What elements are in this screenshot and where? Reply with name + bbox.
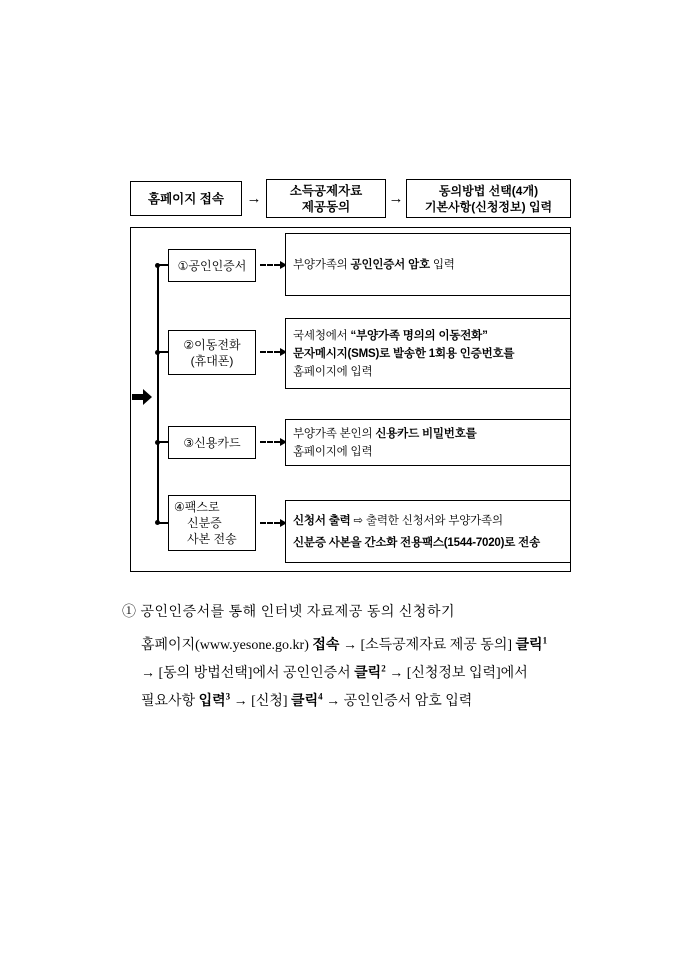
flow-step-text: 동의방법 선택(4개) xyxy=(438,183,539,198)
text-segment: 접속 xyxy=(312,638,340,653)
flow-step-text: 홈페이지 접속 xyxy=(148,191,224,206)
text-segment: “부양가족 명의의 이동전화” xyxy=(350,329,488,342)
flow-step-text: 소득공제자료 xyxy=(289,183,363,198)
content-line xyxy=(293,363,563,381)
right-arrow-icon: → xyxy=(388,190,404,207)
paragraph-line xyxy=(141,660,593,688)
text-segment: 입력 xyxy=(429,258,455,271)
text-segment: 국세청에서 xyxy=(293,329,351,342)
text-segment: 신청서 출력 xyxy=(293,514,351,527)
content-line xyxy=(293,425,563,443)
branch-dot xyxy=(155,263,160,268)
text-segment: 1 xyxy=(542,635,548,646)
content-line xyxy=(293,510,563,532)
method-label-credit-card xyxy=(168,426,256,459)
text-segment: → 공인인증서 암호 입력 xyxy=(322,694,473,709)
branch-dot xyxy=(155,520,160,525)
text-segment: 홈페이지(www.yesone.go.kr) xyxy=(141,638,313,653)
method-label-line: ③신용카드 xyxy=(183,435,241,450)
text-segment: 4 xyxy=(318,691,323,702)
flow-step-homepage-access xyxy=(130,181,242,216)
instruction-paragraph xyxy=(141,632,593,716)
text-segment: → [소득공제자료 제공 동의] xyxy=(339,638,516,653)
text-segment: 신용카드 비밀번호를 xyxy=(375,427,477,440)
flow-step-method-select xyxy=(406,179,571,218)
method-content-fax xyxy=(285,500,571,563)
content-line xyxy=(293,256,563,274)
text-segment: 공인인증서 암호 xyxy=(350,258,430,271)
flow-step-text: 기본사항(신청정보) 입력 xyxy=(424,199,553,214)
text-segment: ⇨ 출력한 신청서와 부양가족의 xyxy=(350,514,503,527)
method-label-certificate xyxy=(168,249,256,282)
text-segment: → [신청] xyxy=(230,694,292,709)
method-label-line: (휴대폰) xyxy=(190,353,234,368)
right-arrow-icon: → xyxy=(246,190,262,207)
method-content-credit-card xyxy=(285,419,571,466)
text-segment: 3 xyxy=(225,691,231,702)
dashed-arrow-icon xyxy=(260,264,280,266)
text-segment: 클릭 xyxy=(515,638,543,653)
branch-dot xyxy=(155,350,160,355)
text-segment: 홈페이지에 입력 xyxy=(293,445,373,458)
content-line xyxy=(293,443,563,461)
content-line xyxy=(293,345,563,363)
method-content-certificate xyxy=(285,233,571,296)
method-label-line: ①공인인증서 xyxy=(177,258,247,273)
text-segment: 클릭 xyxy=(291,694,319,709)
flow-step-data-consent xyxy=(266,179,386,218)
method-label-line: ④팩스로 xyxy=(174,500,220,514)
section-heading: ① 공인인증서를 통해 인터넷 자료제공 동의 신청하기 xyxy=(122,605,456,620)
text-segment: 클릭 xyxy=(354,666,382,681)
dashed-arrow-icon xyxy=(260,351,280,353)
text-segment: 부양가족의 xyxy=(293,258,351,271)
text-segment: 2 xyxy=(381,663,386,674)
text-segment: 신분증 사본을 간소화 전용팩스(1544-7020)로 전송 xyxy=(293,536,540,549)
method-content-mobile xyxy=(285,318,571,389)
dashed-arrow-icon xyxy=(260,522,280,524)
flow-step-text: 제공동의 xyxy=(301,199,351,214)
branch-dot xyxy=(155,440,160,445)
text-segment: 입력 xyxy=(198,694,226,709)
text-segment: 필요사항 xyxy=(141,694,199,709)
method-label-line: ②이동전화 xyxy=(183,337,241,352)
dashed-arrow-icon xyxy=(260,441,280,443)
text-segment: 부양가족 본인의 xyxy=(293,427,376,440)
method-label-mobile xyxy=(168,330,256,375)
content-line xyxy=(293,327,563,345)
text-segment: 문자메시지(SMS)로 발송한 1회용 인증번호를 xyxy=(293,347,515,360)
method-label-line: 신분증 xyxy=(187,516,222,530)
method-label-line: 사본 전송 xyxy=(187,532,237,546)
flow-arrow-icon xyxy=(132,389,153,405)
content-line xyxy=(293,532,563,554)
method-label-fax xyxy=(168,495,256,551)
text-segment: → [신청정보 입력]에서 xyxy=(385,666,528,681)
paragraph-line xyxy=(141,632,593,660)
text-segment: 홈페이지에 입력 xyxy=(293,365,373,378)
paragraph-line xyxy=(141,688,593,716)
text-segment: → [동의 방법선택]에서 공인인증서 xyxy=(141,666,355,681)
branch-line xyxy=(157,265,159,524)
